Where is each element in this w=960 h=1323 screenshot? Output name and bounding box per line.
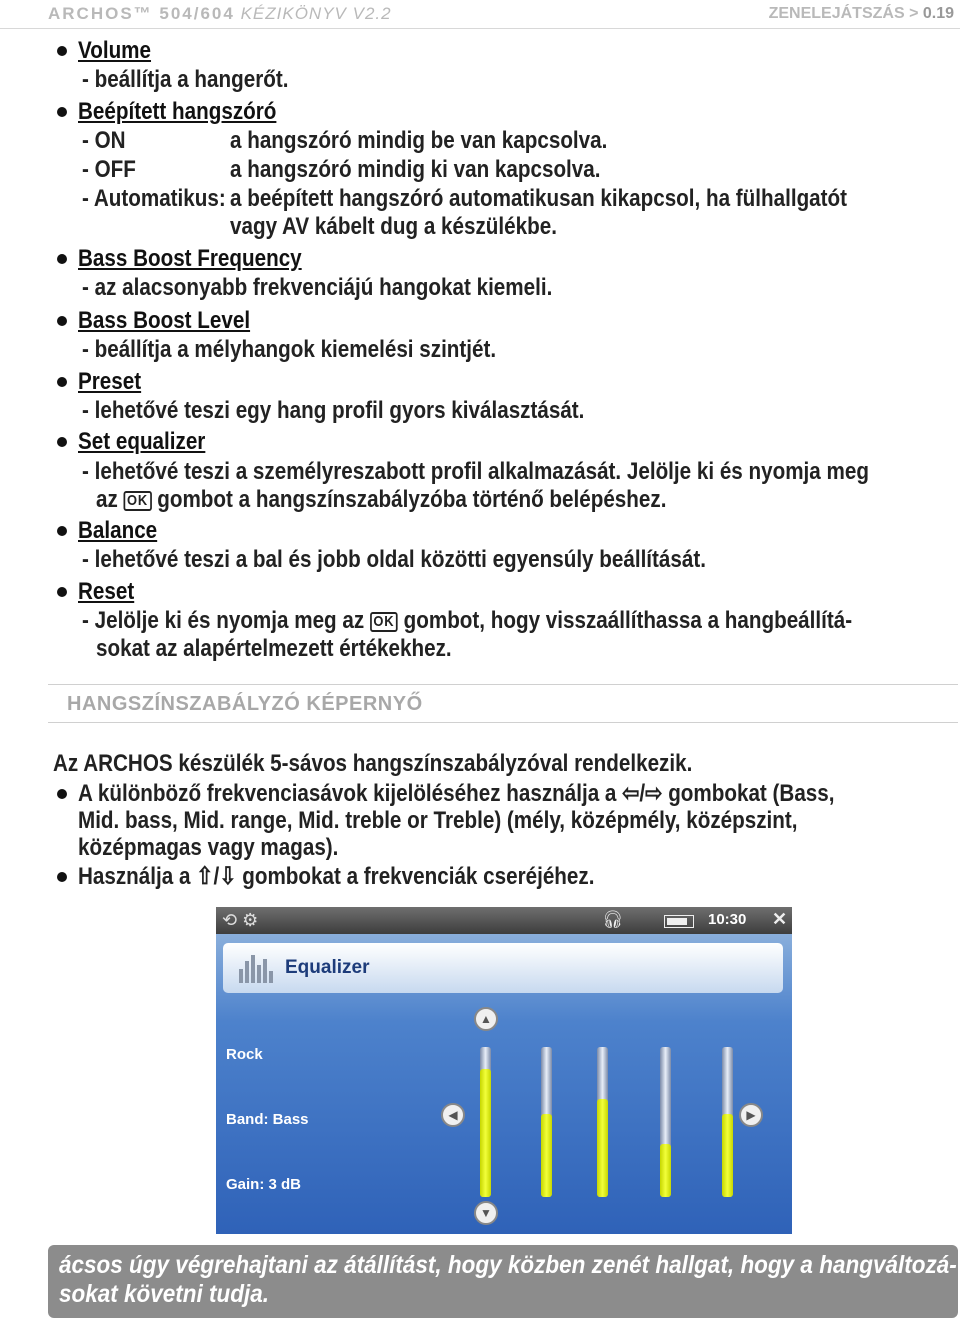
- bullet-dot: [57, 316, 67, 326]
- eq-slider-level: [597, 1099, 608, 1197]
- bullet-text-cont: középmagas vagy magas).: [78, 834, 339, 861]
- up-arrow-icon[interactable]: ▲: [474, 1007, 498, 1031]
- setting-desc: - beállítja a mélyhangok kiemelési szintjét.: [82, 336, 497, 363]
- band-label: Band: Bass: [226, 1111, 309, 1128]
- bullet-text-cont: Mid. bass, Mid. range, Mid. treble or Treble) (mély, középmély, középszint,: [78, 807, 798, 834]
- gain-label: Gain: 3 dB: [226, 1176, 302, 1193]
- option-key: - OFF: [82, 156, 136, 183]
- note-line: ácsos úgy végrehajtani az átállítást, hogy közben zenét hallgat, hogy a hangváltozá-: [59, 1251, 957, 1279]
- setting-term-bass-frequency: Bass Boost Frequency: [78, 245, 302, 272]
- bullet-dot: [57, 377, 67, 387]
- option-key: - Automatikus:: [82, 185, 226, 212]
- bullet-dot: [57, 872, 67, 882]
- eq-slider-4[interactable]: [660, 1047, 671, 1197]
- equalizer-title-bar: [223, 943, 783, 993]
- setting-term-preset: Preset: [78, 368, 142, 395]
- equalizer-icon: [239, 955, 275, 983]
- eq-slider-3[interactable]: [597, 1047, 608, 1197]
- left-right-arrows-icon: ⇦/⇨: [622, 780, 663, 807]
- preset-label: Rock: [226, 1046, 263, 1063]
- eq-slider-1[interactable]: [480, 1047, 491, 1197]
- eq-slider-2[interactable]: [541, 1047, 552, 1197]
- equalizer-title: Equalizer: [285, 957, 370, 978]
- close-icon: ✕: [772, 909, 788, 929]
- option-desc-cont: vagy AV kábelt dug a készülékbe.: [230, 213, 557, 240]
- eq-slider-level: [660, 1144, 671, 1197]
- setting-desc-cont: sokat az alapértelmezett értékekhez.: [96, 635, 452, 662]
- bullet-text: A különböző frekvenciasávok kijelöléséhez használja a ⇦/⇨ gombokat (Bass,: [78, 780, 835, 807]
- intro-text: Az ARCHOS készülék 5-sávos hangszínszabályzóval rendelkezik.: [53, 750, 693, 777]
- setting-term-bass-level: Bass Boost Level: [78, 307, 251, 334]
- section-rule-bottom: [48, 722, 958, 723]
- setting-desc: - lehetővé teszi a bal és jobb oldal közötti egyensúly beállítását.: [82, 546, 706, 573]
- section-breadcrumb: [769, 5, 954, 23]
- breadcrumb-separator: >: [909, 5, 919, 22]
- brand-label: ARCHOS™ 504/604: [48, 4, 235, 23]
- setting-desc: - lehetővé teszi egy hang profil gyors kiválasztását.: [82, 397, 585, 424]
- option-key: - ON: [82, 127, 126, 154]
- battery-icon: [664, 915, 694, 928]
- note-box: [48, 1245, 958, 1318]
- settings-gear-icon: ⟲ ⚙: [222, 910, 259, 930]
- setting-desc: - lehetővé teszi a személyreszabott profil alkalmazását. Jelölje ki és nyomja meg: [82, 458, 869, 485]
- option-desc: a beépített hangszóró automatikusan kikapcsol, ha fülhallgatót: [230, 185, 848, 212]
- bullet-dot: [57, 254, 67, 264]
- right-arrow-icon[interactable]: ▶: [739, 1103, 763, 1127]
- setting-term-set-equalizer: Set equalizer: [78, 428, 206, 455]
- manual-title: [48, 4, 392, 24]
- eq-slider-level: [480, 1069, 491, 1197]
- setting-term-balance: Balance: [78, 517, 158, 544]
- left-arrow-icon[interactable]: ◀: [441, 1103, 465, 1127]
- headphones-icon: 🎧︎: [602, 910, 624, 929]
- section-title: HANGSZÍNSZABÁLYZÓ KÉPERNYŐ: [67, 693, 423, 715]
- device-status-bar: [216, 907, 792, 934]
- bullet-dot: [57, 526, 67, 536]
- up-down-arrows-icon: ⇧/⇩: [196, 863, 237, 890]
- ok-button-icon: OK: [124, 491, 152, 511]
- clock: 10:30: [708, 911, 747, 928]
- bullet-dot: [57, 46, 67, 56]
- breadcrumb-section: ZENELEJÁTSZÁS: [768, 5, 905, 22]
- bullet-dot: [57, 789, 67, 799]
- setting-desc-cont: az OK gombot a hangszínszabályzóba történő belépéshez.: [96, 486, 667, 513]
- setting-desc: - Jelölje ki és nyomja meg az OK gombot, hogy visszaállíthassa a hangbeállítá-: [82, 607, 853, 634]
- ok-button-icon: OK: [370, 612, 398, 632]
- down-arrow-icon[interactable]: ▼: [474, 1201, 498, 1225]
- eq-slider-level: [722, 1114, 733, 1197]
- option-desc: a hangszóró mindig be van kapcsolva.: [230, 127, 608, 154]
- setting-term-volume: Volume: [78, 37, 152, 64]
- option-desc: a hangszóró mindig ki van kapcsolva.: [230, 156, 601, 183]
- manual-label: KÉZIKÖNYV V2.2: [240, 4, 392, 23]
- page-number: 0.19: [922, 5, 954, 22]
- setting-desc: - az alacsonyabb frekvenciájú hangokat kiemeli.: [82, 274, 553, 301]
- eq-slider-level: [541, 1114, 552, 1197]
- eq-slider-5[interactable]: [722, 1047, 733, 1197]
- bullet-text: Használja a ⇧/⇩ gombokat a frekvenciák cseréjéhez.: [78, 863, 595, 890]
- setting-term-reset: Reset: [78, 578, 135, 605]
- bullet-dot: [57, 587, 67, 597]
- setting-term-speaker: Beépített hangszóró: [78, 98, 277, 125]
- page-header: [0, 0, 960, 29]
- setting-desc: - beállítja a hangerőt.: [82, 66, 289, 93]
- equalizer-screenshot: [216, 907, 792, 1234]
- note-text: [59, 1251, 957, 1309]
- note-line: sokat követni tudja.: [59, 1280, 270, 1308]
- bullet-dot: [57, 107, 67, 117]
- section-rule-top: [48, 684, 958, 685]
- bullet-dot: [57, 437, 67, 447]
